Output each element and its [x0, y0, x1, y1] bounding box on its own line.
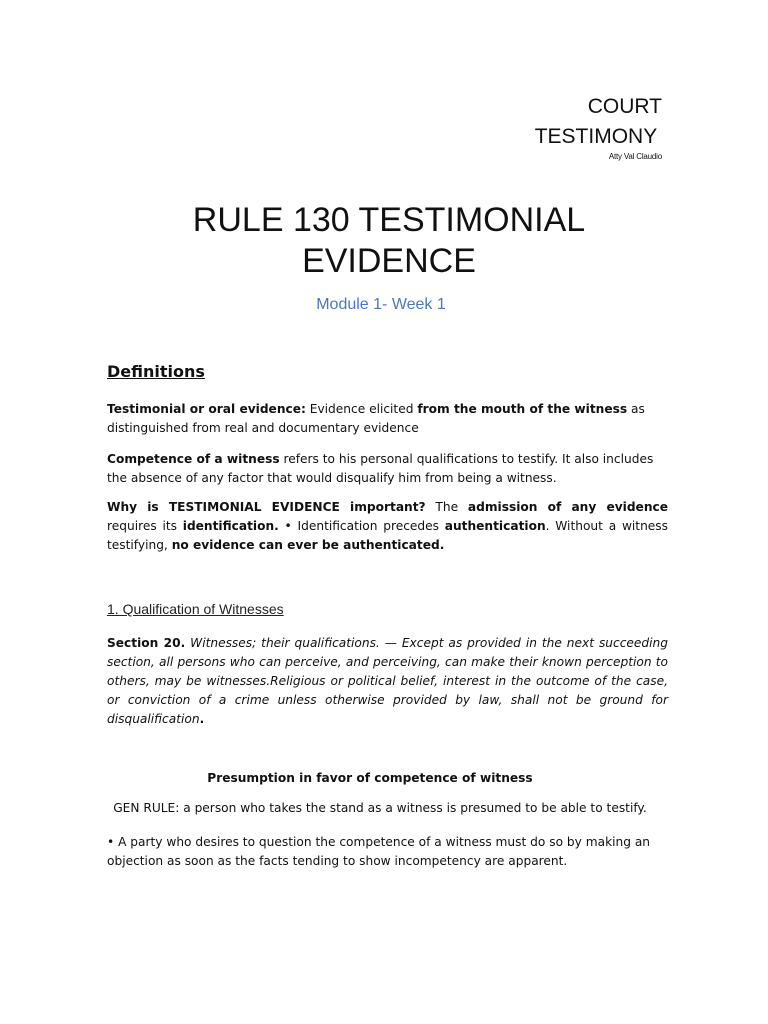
main-title-line2: EVIDENCE — [302, 242, 476, 280]
author-name: Atty Val Claudio — [608, 152, 662, 161]
section-20-end: . — [199, 712, 205, 726]
main-title-line1: RULE 130 TESTIMONIAL — [192, 201, 586, 239]
testimonial-term: Testimonial or oral evidence: — [107, 402, 306, 416]
gen-rule-label: GEN RULE: — [113, 801, 180, 815]
module-subtitle: Module 1- Week 1 — [316, 296, 446, 313]
competence-definition — [107, 450, 668, 488]
why-text4: . Without a witness testifying, — [107, 519, 668, 552]
why-paragraph — [107, 498, 668, 555]
section-20-label: Section 20. — [107, 636, 186, 650]
objection-bullet: • A party who desires to question the competence of a witness must do so by making an objection as soon as the facts tending to show incompetency are apparent. — [107, 835, 651, 868]
why-bold1: admission of any evidence — [467, 500, 668, 514]
why-text3: • Identification precedes — [278, 519, 445, 533]
section-20-text: Witnesses; their qualifications. — Except as provided in the next succeeding section, all persons who can perceive, and perceiving, can make their known perception to others, may be witnesses.Religious or political belief, interest in the outcome of the case, or conviction of a crime unless otherwise provided by law, shall not be ground for disqualification — [107, 636, 669, 726]
course-title-line1: COURT — [587, 95, 662, 118]
why-text2: requires its — [107, 519, 183, 533]
gen-rule-paragraph — [0, 801, 760, 815]
testimonial-definition — [107, 400, 668, 438]
why-text1: The — [425, 500, 468, 514]
why-bold2: identification. — [182, 519, 279, 533]
definitions-heading: Definitions — [107, 362, 205, 381]
why-bold4: no evidence can ever be authenticated. — [171, 538, 445, 552]
testimonial-bold: from the mouth of the witness — [417, 402, 628, 416]
presumption-heading: Presumption in favor of competence of witness — [207, 771, 533, 785]
why-bold3: authentication — [444, 519, 546, 533]
course-title-line2: TESTIMONY — [534, 125, 658, 148]
qualification-heading: 1. Qualification of Witnesses — [107, 601, 284, 617]
testimonial-text2: as distinguished from real and documentary evidence — [107, 402, 645, 435]
testimonial-text1: Evidence elicited — [305, 402, 418, 416]
competence-term: Competence of a witness — [107, 452, 280, 466]
section-20-paragraph — [107, 634, 668, 729]
competence-text: refers to his personal qualifications to testify. It also includes the absence of any factor that would disqualify him from being a witness. — [107, 452, 654, 485]
main-title — [0, 200, 768, 282]
gen-rule-text: a person who takes the stand as a witness is presumed to be able to testify. — [179, 801, 647, 815]
course-header — [535, 92, 662, 161]
why-term: Why is TESTIMONIAL EVIDENCE important? — [107, 500, 426, 514]
